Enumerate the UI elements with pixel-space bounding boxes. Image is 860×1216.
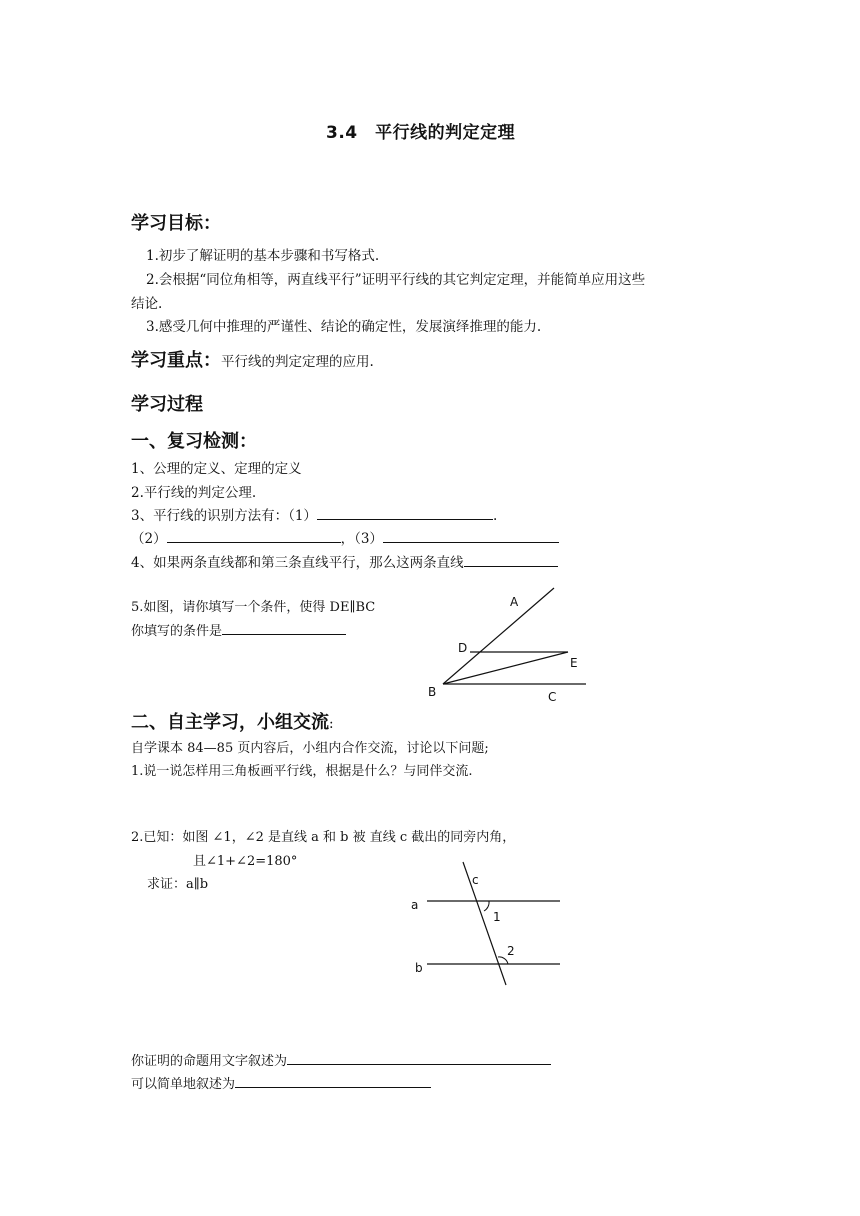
statement-row-2 (131, 1073, 431, 1092)
answer-blank[interactable] (383, 528, 559, 543)
section2-q2-line2: 且∠1+∠2=180° (193, 854, 298, 869)
key-point (131, 346, 374, 372)
section1-heading: 一、复习检测： (131, 431, 257, 452)
objective-item: 结论. (131, 296, 163, 312)
label-a: A (510, 595, 519, 609)
review-q3-label-3: （3） (354, 531, 383, 547)
answer-blank[interactable] (287, 1050, 551, 1065)
answer-blank[interactable] (235, 1073, 431, 1088)
statement2-text: 可以简单地叙述为 (131, 1077, 236, 1092)
label-c: C (548, 690, 557, 704)
section2-q2-line1: 2.已知：如图 ∠1，∠2 是直线 a 和 b 被 直线 c 截出的同旁内角， (131, 830, 516, 845)
objective-item: 2.会根据“同位角相等，两直线平行”证明平行线的其它判定定理，并能简单应用这些 (146, 272, 646, 288)
review-q2: 2.平行线的判定公理. (131, 485, 257, 501)
review-q5-text: 你填写的条件是 (131, 624, 223, 639)
label-b: B (428, 685, 437, 699)
statement-row-1 (131, 1050, 551, 1069)
review-q3-prefix: 3、平行线的识别方法有：（1） (131, 508, 317, 524)
section2-q1: 1.说一说怎样用三角板画平行线，根据是什么？与同伴交流. (131, 764, 473, 779)
label-a-line: a (411, 898, 419, 912)
label-angle-2: 2 (507, 944, 515, 958)
angle-1-arc (484, 901, 489, 911)
review-q4-text: 4、如果两条直线都和第三条直线平行，那么这两条直线 (131, 555, 464, 571)
label-angle-1: 1 (493, 910, 501, 924)
review-q3-period: . (492, 508, 498, 524)
answer-blank[interactable] (317, 505, 493, 520)
process-heading: 学习过程 (131, 394, 203, 415)
review-q5-line1: 5.如图，请你填写一个条件，使得 DE∥BC (131, 600, 376, 615)
figure-parallel-lines (405, 860, 570, 990)
key-point-text: 平行线的判定定理的应用. (221, 354, 374, 370)
label-e: E (570, 656, 578, 670)
section2-intro: 自学课本 84—85 页内容后，小组内合作交流，讨论以下问题; (131, 741, 489, 756)
key-point-heading: 学习重点： (131, 350, 221, 371)
review-q5-line2 (131, 620, 346, 639)
answer-blank[interactable] (167, 528, 341, 543)
section2-heading-colon: : (329, 716, 334, 732)
section2-q2-prove: 求证：a∥b (147, 877, 209, 892)
page-title: 3.4 平行线的判定定理 (326, 123, 516, 143)
objective-item: 1.初步了解证明的基本步骤和书写格式. (146, 248, 380, 264)
objectives-heading: 学习目标： (131, 213, 221, 234)
answer-blank[interactable] (222, 620, 346, 635)
label-b-line: b (415, 961, 423, 975)
answer-blank[interactable] (464, 552, 558, 567)
objective-item: 3.感受几何中推理的严谨性、结论的确定性，发展演绎推理的能力. (146, 319, 542, 335)
review-q3-comma: ， (340, 531, 355, 547)
review-q3-label-2: （2） (131, 531, 167, 547)
section2-heading: 二、自主学习，小组交流 (131, 712, 329, 733)
review-q4 (131, 551, 558, 571)
review-q3 (131, 504, 497, 524)
section2-heading-row (131, 708, 334, 734)
label-c-line: c (472, 873, 479, 887)
review-q1: 1、公理的定义、定理的定义 (131, 461, 302, 477)
label-d: D (458, 641, 468, 655)
review-q3-continued (131, 527, 559, 547)
figure-de-bc (420, 584, 600, 704)
statement1-text: 你证明的命题用文字叙述为 (131, 1054, 288, 1069)
